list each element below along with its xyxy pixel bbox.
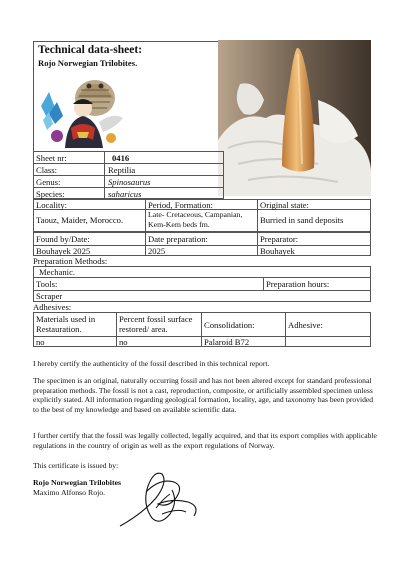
- preparator-label: Preparator:: [260, 234, 299, 244]
- hours-label: Preparation hours:: [266, 279, 330, 289]
- found-label: Found by/Date:: [36, 234, 90, 244]
- found-value: Bouhayek 2025: [36, 246, 91, 256]
- preparator-value: Bouhayek: [260, 246, 295, 256]
- period-label: Period, Formation:: [148, 200, 213, 210]
- state-value: Burried in sand deposits: [260, 215, 344, 225]
- sheet-title: Technical data-sheet:: [38, 44, 143, 56]
- prep-date-label: Date preparation:: [148, 234, 208, 244]
- adhesives-label: Adhesives:: [33, 302, 72, 312]
- species-label: Species:: [36, 189, 65, 199]
- issuer-company: Rojo Norwegian Trilobites: [33, 478, 122, 487]
- statement-original: The specimen is an original, naturally occurring fossil and has not been altered except for standard professional preparation methods. The fossil is not a cast, reproduction, composite, or artificially assembled specimen unless explicitly stated. All information regarding geological formation, locality, age, and taxonomy has been provided to the best of my knowledge and based on available scientific data.: [33, 376, 374, 414]
- signature: [112, 468, 210, 530]
- class-value: Reptilia: [108, 165, 136, 175]
- sheet-subtitle: Rojo Norwegian Trilobites.: [38, 58, 138, 68]
- species-value: saharicus: [108, 189, 142, 199]
- specimen-photo: [218, 40, 371, 196]
- prep-date-value: 2025: [148, 246, 166, 256]
- methods-label: Preparation Methods:: [33, 256, 108, 266]
- methods-value: Mechanic.: [39, 267, 76, 277]
- locality-label: Locality:: [36, 200, 68, 210]
- sheet-label: Sheet nr:: [36, 153, 67, 163]
- trilobite-logo: [37, 72, 129, 150]
- statement-issued-by: This certificate is issued by:: [33, 461, 119, 470]
- state-label: Original state:: [260, 200, 309, 210]
- consolidation-label: Consolidation:: [204, 320, 255, 330]
- locality-value: Taouz, Maider, Morocco.: [36, 215, 124, 225]
- tools-value: Scraper: [36, 291, 63, 301]
- statement-authenticity: I hereby certify the authenticity of the fossil described in this technical report.: [33, 359, 270, 368]
- percent-label: Percent fossil surface restored/ area.: [119, 314, 193, 334]
- tools-label: Tools:: [36, 279, 58, 289]
- materials-label: Materials used in Restauration.: [36, 314, 96, 334]
- class-label: Class:: [36, 165, 58, 175]
- genus-label: Genus:: [36, 177, 61, 187]
- issuer-person: Maximo Alfonso Rojo.: [33, 488, 106, 497]
- percent-value: no: [119, 337, 128, 347]
- statement-legal: I further certify that the fossil was legally collected, legally acquired, and that its export complies with applicable regulations in the country of origin as well as the export regulations of Norway.: [33, 431, 377, 450]
- materials-value: no: [36, 337, 45, 347]
- sheet-number: 0416: [112, 153, 130, 163]
- genus-value: Spinosaurus: [108, 177, 151, 187]
- consolidation-value: Palaroid B72: [204, 337, 250, 347]
- adhesive-label: Adhesive:: [288, 320, 323, 330]
- period-value: Late- Cretaceous, Campanian, Kem-Kem beds fm.: [148, 210, 243, 229]
